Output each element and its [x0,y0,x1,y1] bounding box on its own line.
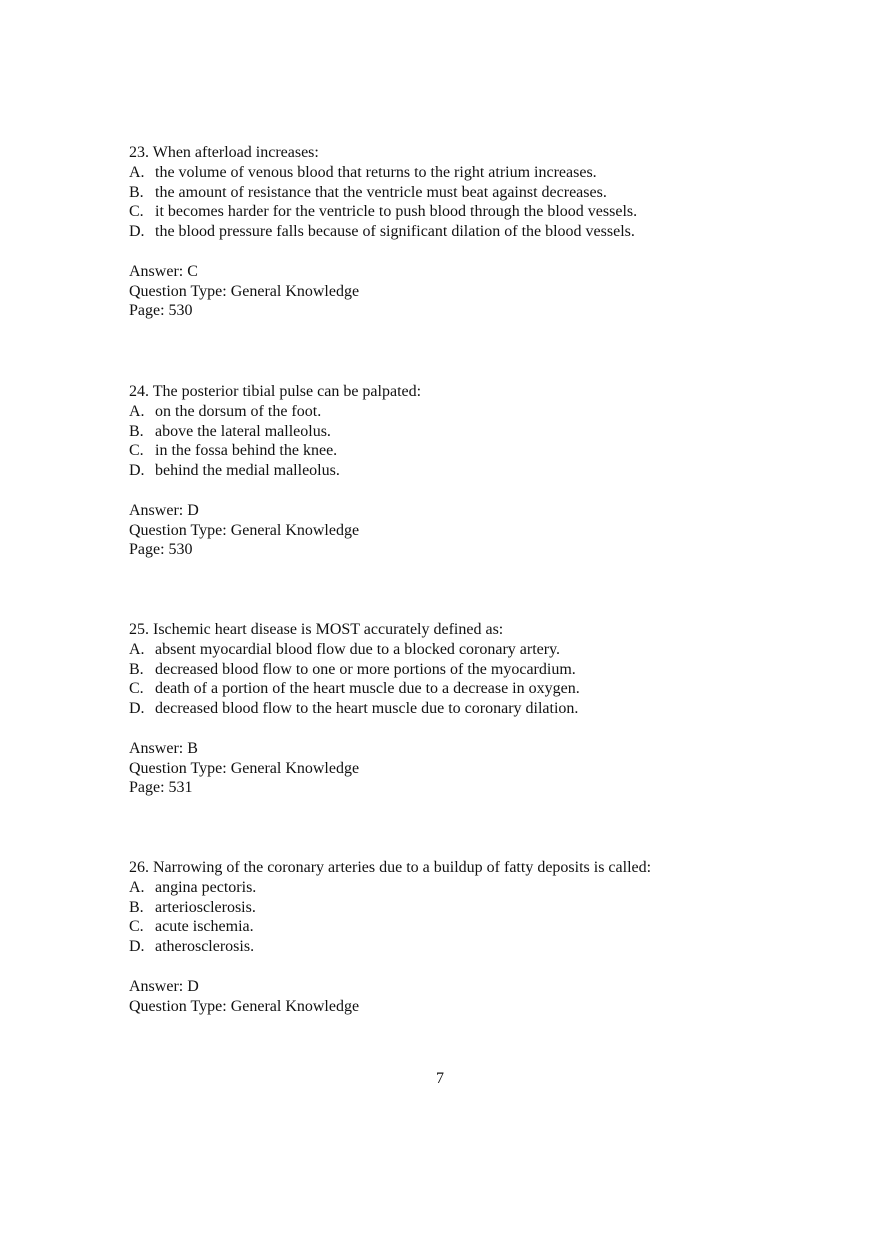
question-stem: 23. When afterload increases: [129,144,319,161]
option-d [129,699,829,719]
answer-line: Answer: D [129,977,199,995]
question-type-line: Question Type: General Knowledge [129,521,360,539]
question-26 [129,858,829,1016]
option-d [129,937,829,957]
option-text: behind the medial malleolus. [155,462,340,480]
question-stem: 26. Narrowing of the coronary arteries due to a buildup of fatty deposits is called: [129,859,652,876]
option-b [129,422,829,442]
answer-line: Answer: B [129,739,198,757]
option-text: acute ischemia. [155,918,254,936]
option-text: absent myocardial blood flow due to a blocked coronary artery. [155,640,561,658]
question-type-line: Question Type: General Knowledge [129,282,360,300]
option-c [129,202,829,222]
option-text: in the fossa behind the knee. [155,442,338,460]
option-text: decreased blood flow to one or more portions of the myocardium. [155,660,576,678]
option-letter: C. [129,680,144,698]
page-number: 7 [436,1070,444,1087]
option-text: the volume of venous blood that returns to the right atrium increases. [155,163,597,181]
option-b [129,898,829,918]
page-reference-line: Page: 530 [129,302,193,320]
option-text: on the dorsum of the foot. [155,402,322,420]
spacer [129,481,829,501]
option-letter: D. [129,700,145,718]
option-a [129,640,829,660]
option-d [129,222,829,242]
option-letter: B. [129,183,144,201]
option-letter: A. [129,402,145,420]
option-a [129,402,829,422]
question-type-line: Question Type: General Knowledge [129,997,360,1015]
question-type-line: Question Type: General Knowledge [129,759,360,777]
option-text: death of a portion of the heart muscle due to a decrease in oxygen. [155,680,580,698]
option-letter: A. [129,163,145,181]
question-stem: 25. Ischemic heart disease is MOST accurately defined as: [129,621,504,638]
option-d [129,461,829,481]
option-letter: C. [129,442,144,460]
option-a [129,878,829,898]
spacer [129,242,829,262]
option-letter: D. [129,462,145,480]
option-letter: C. [129,918,144,936]
option-letter: D. [129,938,145,956]
option-c [129,917,829,937]
option-text: decreased blood flow to the heart muscle due to coronary dilation. [155,700,579,718]
answer-line: Answer: C [129,262,198,280]
option-letter: A. [129,878,145,896]
page-reference-line: Page: 531 [129,779,193,797]
option-text: above the lateral malleolus. [155,422,331,440]
option-letter: B. [129,660,144,678]
option-text: the blood pressure falls because of significant dilation of the blood vessels. [155,223,635,241]
option-text: angina pectoris. [155,878,257,896]
option-text: the amount of resistance that the ventricle must beat against decreases. [155,183,607,201]
option-c [129,679,829,699]
option-text: arteriosclerosis. [155,898,256,916]
option-letter: B. [129,898,144,916]
question-stem: 24. The posterior tibial pulse can be palpated: [129,383,422,400]
spacer [129,957,829,977]
option-a [129,163,829,183]
page-reference-line: Page: 530 [129,541,193,559]
answer-line: Answer: D [129,501,199,519]
option-letter: C. [129,203,144,221]
option-c [129,441,829,461]
question-23 [129,143,829,321]
question-25 [129,620,829,798]
option-text: atherosclerosis. [155,938,255,956]
question-24 [129,382,829,560]
spacer [129,719,829,739]
option-b [129,183,829,203]
option-letter: D. [129,223,145,241]
option-b [129,660,829,680]
option-letter: A. [129,640,145,658]
option-text: it becomes harder for the ventricle to push blood through the blood vessels. [155,203,638,221]
option-letter: B. [129,422,144,440]
